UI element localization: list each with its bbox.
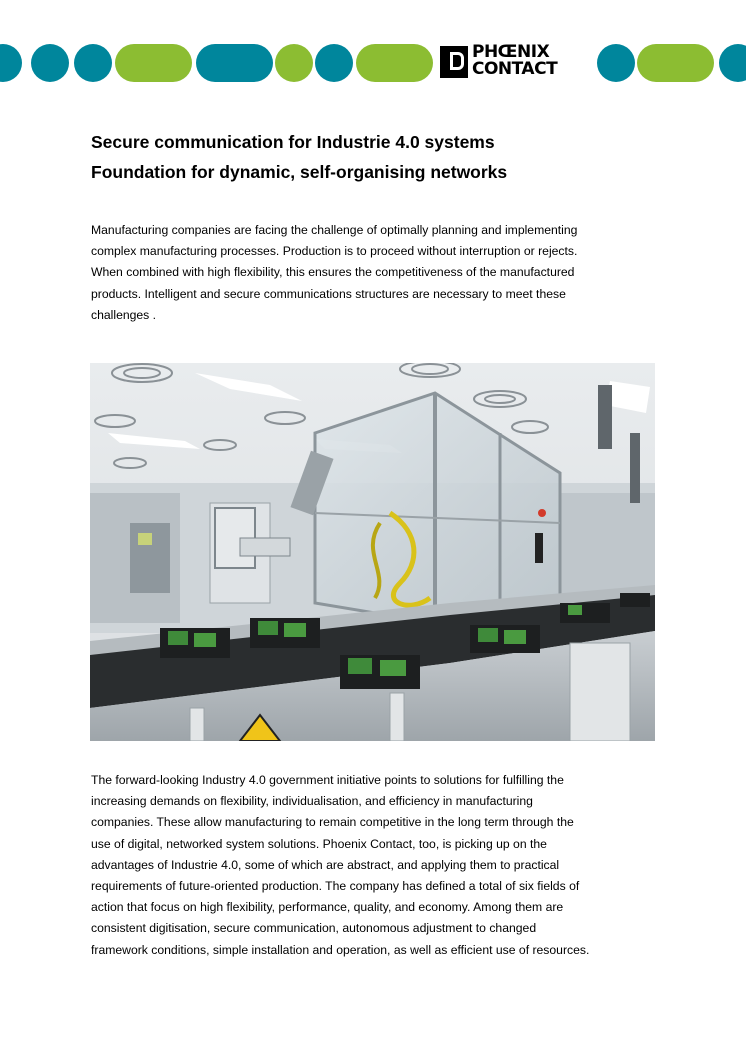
intro-line: Manufacturing companies are facing the challenge of optimally planning and implementing bbox=[91, 223, 578, 237]
body-line: framework conditions, simple installation and operation, as well as efficient use of resources. bbox=[91, 942, 590, 957]
teal-dot bbox=[315, 44, 353, 82]
intro-line: challenges . bbox=[91, 307, 157, 322]
intro-paragraph bbox=[91, 220, 661, 326]
body-line: advantages of Industrie 4.0, some of which are abstract, and applying them to practical bbox=[91, 857, 560, 872]
teal-dot bbox=[0, 44, 22, 82]
body-line: The forward-looking Industry 4.0 government initiative points to solutions for fulfilling the bbox=[91, 773, 564, 787]
phoenix-contact-logo bbox=[440, 44, 592, 82]
factory-production-photo bbox=[90, 363, 655, 741]
teal-dot bbox=[31, 44, 69, 82]
body-line: increasing demands on flexibility, individualisation, and efficiency in manufacturing bbox=[91, 794, 533, 809]
logo-wordmark bbox=[472, 44, 557, 78]
logo-line-2: CONTACT bbox=[472, 59, 558, 79]
body-line: use of digital, networked system solutions. Phoenix Contact, too, is picking up on the bbox=[91, 836, 547, 851]
intro-line: When combined with high flexibility, this ensures the competitiveness of the manufactured bbox=[91, 265, 575, 280]
teal-dot bbox=[74, 44, 112, 82]
green-pill bbox=[115, 44, 192, 82]
intro-line: complex manufacturing processes. Production is to proceed without interruption or rejects. bbox=[91, 244, 578, 259]
logo-mark-icon bbox=[440, 46, 468, 78]
teal-dot bbox=[597, 44, 635, 82]
green-dot bbox=[275, 44, 313, 82]
title-line-1: Secure communication for Industrie 4.0 systems bbox=[91, 132, 495, 152]
title-line-2: Foundation for dynamic, self-organising networks bbox=[91, 162, 508, 182]
logo-line-1: PHŒNIX bbox=[472, 42, 550, 62]
teal-pill bbox=[196, 44, 273, 82]
brand-header-band bbox=[0, 0, 746, 120]
green-pill bbox=[637, 44, 714, 82]
body-line: action that focus on high flexibility, performance, quality, and economy. Among them are bbox=[91, 900, 564, 915]
green-pill bbox=[356, 44, 433, 82]
body-line: consistent digitisation, secure communication, autonomous adjustment to changed bbox=[91, 921, 537, 936]
intro-line: products. Intelligent and secure communications structures are necessary to meet these bbox=[91, 286, 566, 301]
teal-dot bbox=[719, 44, 746, 82]
body-paragraph bbox=[91, 770, 661, 961]
body-line: requirements of future-oriented production. The company has defined a total of six fields of bbox=[91, 879, 580, 894]
page-title bbox=[91, 127, 691, 187]
body-line: companies. These allow manufacturing to remain competitive in the long term through the bbox=[91, 815, 574, 830]
